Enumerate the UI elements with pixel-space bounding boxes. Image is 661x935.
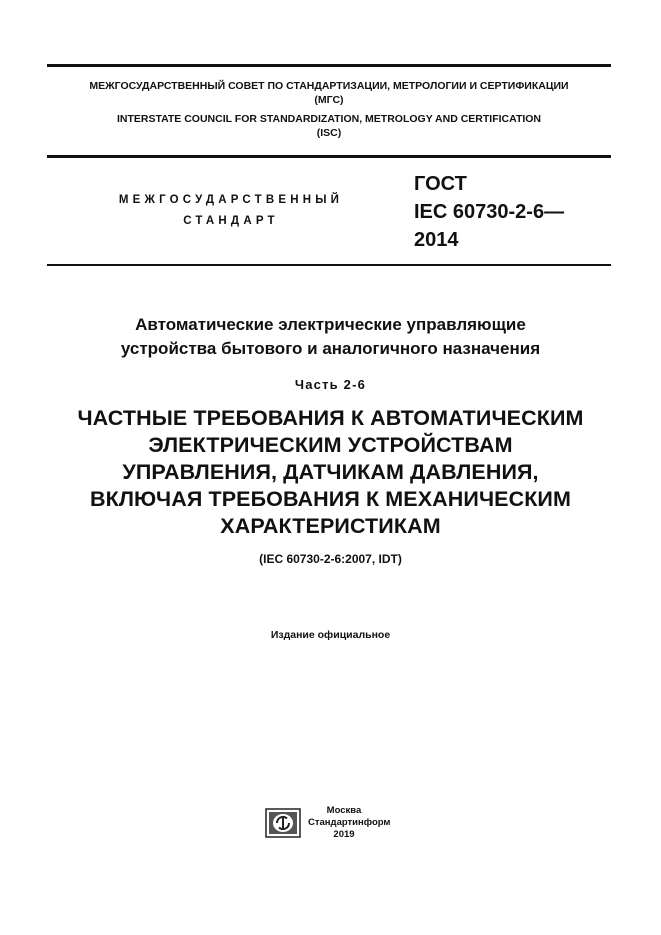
special-title-line3: УПРАВЛЕНИЯ, ДАТЧИКАМ ДАВЛЕНИЯ, (122, 460, 539, 484)
header-rule (47, 155, 611, 158)
gost-year: 2014 (414, 229, 459, 251)
standard-kind-line1: МЕЖГОСУДАРСТВЕННЫЙ (118, 194, 344, 206)
standartinform-logo-icon (265, 808, 301, 838)
edition-note: Издание официальное (270, 629, 391, 641)
council-english (47, 112, 611, 140)
gost-designation (414, 170, 564, 254)
designation-rule (47, 264, 611, 266)
council-english-abbr: (ISC) (316, 127, 342, 139)
special-title (0, 405, 661, 540)
publisher-year: 2019 (333, 829, 355, 840)
standard-kind-line2: СТАНДАРТ (183, 215, 279, 227)
publisher-city: Москва (326, 805, 362, 816)
council-russian-abbr: (МГС) (314, 94, 344, 106)
part-number: Часть 2-6 (294, 377, 367, 392)
publisher-block (308, 805, 391, 841)
council-russian-name: МЕЖГОСУДАРСТВЕННЫЙ СОВЕТ ПО СТАНДАРТИЗАЦИИ, МЕТРОЛОГИИ И СЕРТИФИКАЦИИ (89, 80, 569, 92)
special-title-line1: ЧАСТНЫЕ ТРЕБОВАНИЯ К АВТОМАТИЧЕСКИМ (77, 406, 584, 430)
special-title-line5: ХАРАКТЕРИСТИКАМ (220, 514, 441, 538)
main-title-line2: устройства бытового и аналогичного назначения (120, 339, 541, 358)
council-english-name: INTERSTATE COUNCIL FOR STANDARDIZATION, METROLOGY AND CERTIFICATION (116, 113, 542, 125)
gost-number: IEC 60730-2-6— (414, 201, 565, 223)
gost-label: ГОСТ (414, 173, 467, 195)
special-title-line2: ЭЛЕКТРИЧЕСКИМ УСТРОЙСТВАМ (148, 433, 513, 457)
main-title (0, 313, 661, 361)
main-title-line1: Автоматические электрические управляющие (135, 315, 526, 334)
top-rule (47, 64, 611, 67)
iec-equivalence: (IEC 60730-2-6:2007, IDT) (259, 552, 402, 566)
publisher-name: Стандартинформ (308, 817, 391, 828)
council-russian (47, 79, 611, 107)
special-title-line4: ВКЛЮЧАЯ ТРЕБОВАНИЯ К МЕХАНИЧЕСКИМ (89, 487, 571, 511)
